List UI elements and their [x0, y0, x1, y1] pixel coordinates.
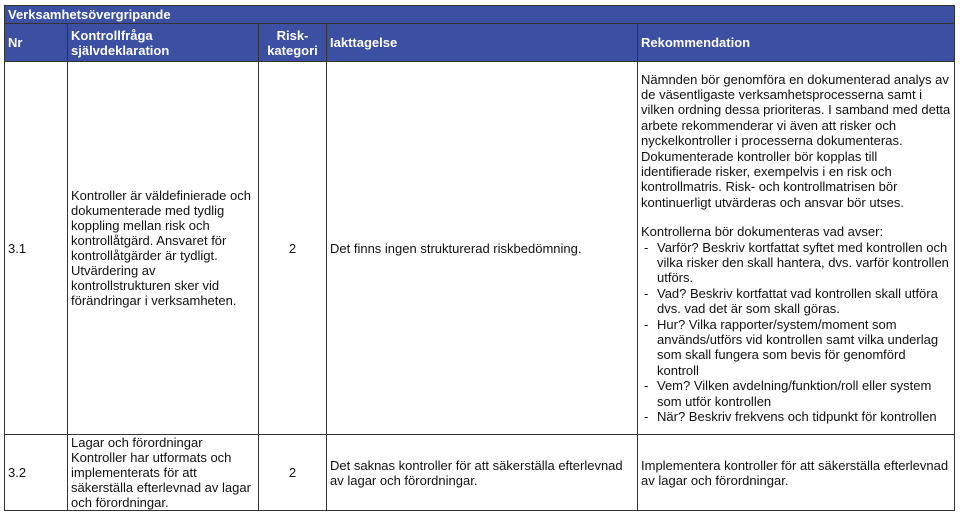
header-recommendation: Rekommendation	[638, 24, 955, 62]
recommendation: Implementera kontroller för att säkerställa efterlevnad av lagar och förordningar.	[638, 435, 955, 511]
recommendation-intro: Nämnden bör genomföra en dokumenterad analys av de väsentligaste verksamhetsprocesserna samt i vilken ordning dessa prioriteras. I samband med detta arbete rekommenderar vi även att risker och nyckelkontroller i processerna dokumenteras. Dokumenterade kontroller bör kopplas till identifierade risker, exempelvis i en risk och kontrollmatris. Risk- och kontrollmatrisen bör kontinuerligt utvärderas och ansvar bör utses.	[641, 71, 951, 210]
row-number: 3.1	[5, 62, 68, 435]
list-item: - Vem? Vilken avdelning/funktion/roll eller system som utför kontrollen	[641, 378, 951, 409]
header-risk-line1: Risk-	[276, 27, 309, 43]
table-row	[5, 435, 955, 511]
header-question-line2: självdeklaration	[71, 42, 170, 58]
audit-table	[4, 5, 955, 511]
recommendation-list-title: Kontrollerna bör dokumenteras vad avser:	[641, 224, 884, 240]
header-risk	[259, 24, 327, 62]
table-row	[5, 62, 955, 435]
observation: Det finns ingen strukturerad riskbedömning.	[327, 62, 638, 435]
control-question: Lagar och förordningar Kontroller har utformats och implementerats för att säkerställa efterlevnad av lagar och förordningar.	[68, 435, 259, 511]
risk-category: 2	[259, 435, 327, 511]
header-risk-line2: kategori	[267, 42, 318, 58]
section-header-row	[5, 6, 955, 24]
row-number: 3.2	[5, 435, 68, 511]
list-item: - Varför? Beskriv kortfattat syftet med kontrollen och vilka risker den skall hantera, dvs. varför kontrollen utförs.	[641, 240, 951, 286]
header-question-line1: Kontrollfråga	[71, 27, 153, 43]
control-question: Kontroller är väldefinierade och dokumenterade med tydlig koppling mellan risk och kontrollåtgärd. Ansvaret för kontrollåtgärder är tydligt. Utvärdering av kontrollstrukturen sker vid förändringar i verksamheten.	[68, 62, 259, 435]
header-nr: Nr	[5, 24, 68, 62]
section-title: Verksamhetsövergripande	[5, 6, 955, 24]
list-item: - Vad? Beskriv kortfattat vad kontrollen skall utföra dvs. vad det är som skall göras.	[641, 286, 951, 317]
observation: Det saknas kontroller för att säkerställa efterlevnad av lagar och förordningar.	[327, 435, 638, 511]
header-question	[68, 24, 259, 62]
column-header-row	[5, 24, 955, 62]
list-item: - När? Beskriv frekvens och tidpunkt för kontrollen	[641, 409, 951, 424]
recommendation-list	[641, 240, 951, 425]
header-observation: Iakttagelse	[327, 24, 638, 62]
risk-category: 2	[259, 62, 327, 435]
list-item: - Hur? Vilka rapporter/system/moment som används/utförs vid kontrollen samt vilka underlag som skall fungera som bevis för genomförd kontroll	[641, 317, 951, 379]
recommendation	[638, 62, 955, 435]
